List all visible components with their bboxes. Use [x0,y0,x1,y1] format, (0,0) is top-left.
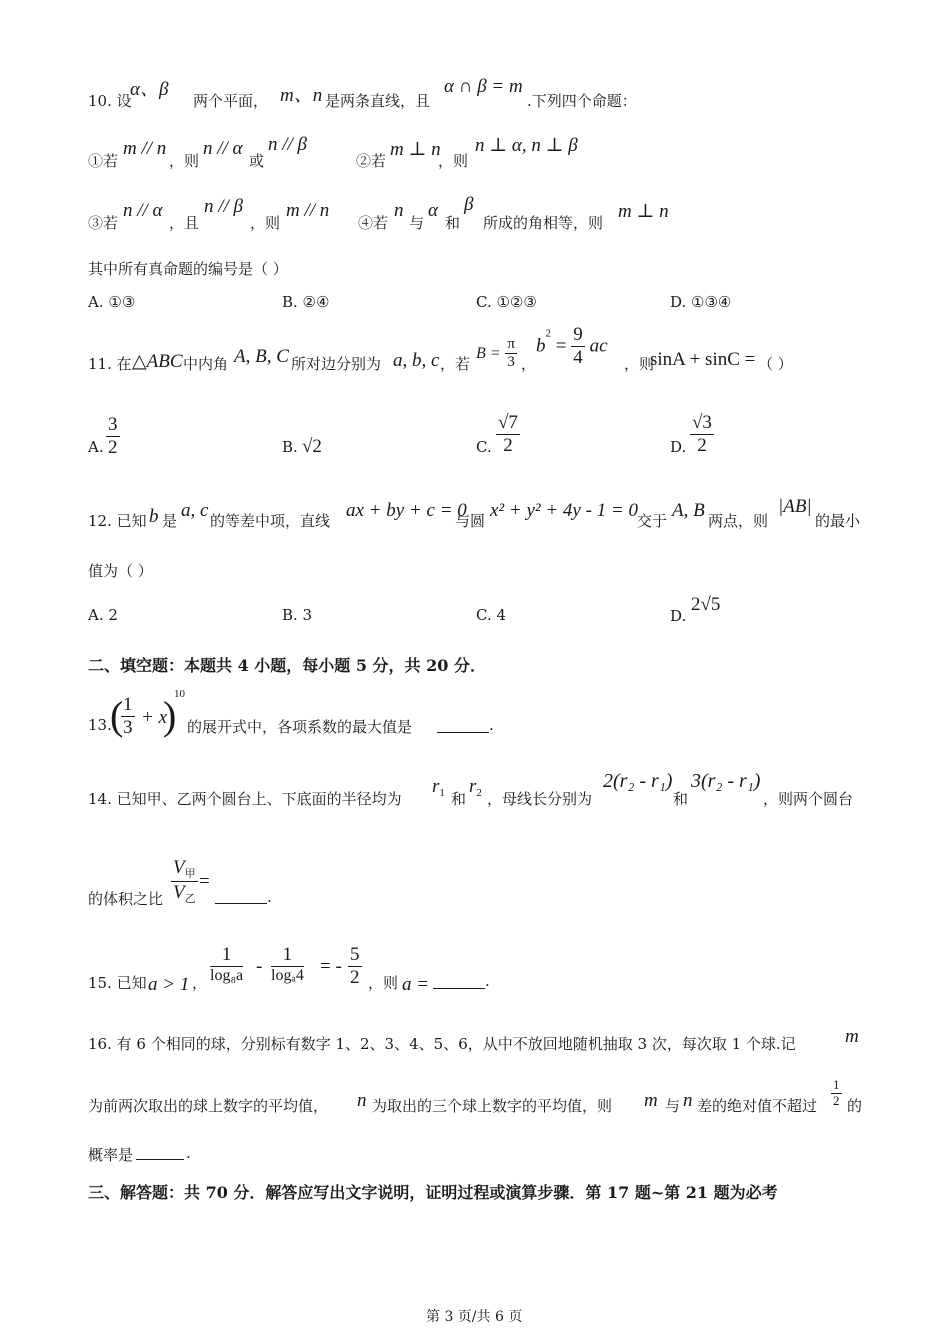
q15-frac-3 [348,944,362,989]
q12-option-c[interactable]: C. 4 [476,606,507,624]
q11-pi: π [505,336,517,354]
q16-text: 差的绝对值不超过 [697,1097,818,1115]
page-footer: 第 3 页/共 6 页 [426,1309,523,1325]
q10-intersection: α ∩ β = m [444,76,523,97]
q11-triangle: △ABC [132,351,183,372]
q14-v-jia: V [173,857,185,878]
prop-2-label: ②若 [356,152,387,170]
q11-option-a[interactable]: A. [88,438,104,456]
q14-and-2: 和 [673,790,689,808]
prop-4-var: n [394,200,404,221]
q10-ask: 其中所有真命题的编号是（ ） [88,260,288,278]
prop-1-or: 或 [249,152,265,170]
q11-four: 4 [573,346,583,368]
q11-option-b-value: √2 [302,436,322,457]
q10-lines: m、n [280,85,323,106]
q11-three: 3 [507,354,515,371]
prop-4-alpha: α [428,200,438,221]
q11-text: ，若 [440,355,471,373]
q11-nine-fourths [571,324,585,369]
prop-4-text: 所成的角相等，则 [483,214,604,232]
q13-answer-blank[interactable] [437,718,489,733]
prop-3-label: ③若 [88,214,119,232]
q11-number: 11. 在 [88,355,132,373]
q12-ac: a, c [181,500,209,521]
q11-option-d-value [690,412,714,457]
q15-frac-2 [271,944,304,985]
q11-b: b [536,335,546,357]
q13-left-paren: ( [110,693,124,738]
q11-a-den: 2 [108,436,118,458]
q16-answer-blank[interactable] [136,1145,184,1160]
q16-line-3: 概率是 [88,1146,134,1164]
prop-1-concl-a: n // α [203,138,243,159]
q11-option-c[interactable]: C. [476,438,492,456]
q11-text: 所对边分别为 [291,355,382,373]
q12-text: 交于 [637,512,668,530]
q14-equals: = [199,871,210,892]
q11-equals: = [555,335,567,357]
q12-text: 的最小 [815,512,861,530]
q16-one-half [831,1078,842,1109]
q14-v-yi: V [173,881,185,903]
q13-exponent: 10 [174,688,185,700]
q15-equals: = - [320,956,342,977]
q14-r1-subscript: 1 [439,787,445,799]
q16-half-num: 1 [833,1077,840,1092]
q15-condition: a > 1 [148,974,190,995]
q14-text: 14. 已知甲、乙两个圆台上、下底面的半径均为 [88,790,402,808]
q16-period: . [186,1144,191,1162]
q15-frac-1 [210,944,243,985]
q14-v-jia-sub: 甲 [184,867,196,880]
q13-plus-x: + x [141,707,168,728]
q15-comma: ， [192,974,208,992]
q15-period: . [485,972,490,990]
q14-v-numerator [171,857,198,882]
q14-text: 的体积之比 [88,890,164,908]
q16-half-den: 2 [833,1092,840,1108]
q12-text: 两点，则 [708,512,769,530]
q14-period: . [267,888,272,906]
q13-period: . [489,716,494,734]
q13-number: 13. [88,716,112,734]
q15-then: ，则 [368,974,399,992]
prop-1-concl-b: n // β [268,134,308,155]
prop-4-text: 和 [445,214,461,232]
q11-square: 2 [545,327,551,340]
q15-one-1: 1 [210,944,243,967]
q12-points: A, B [672,500,705,521]
prop-3-text: ，且 [169,214,200,232]
q12-abs-ab: |AB| [778,496,812,517]
q12-circle: x² + y² + 4y - 1 = 0 [490,500,638,521]
q10-text: 是两条直线，且 [325,92,431,110]
q11-comma: ， [521,355,537,373]
section-2-heading: 二、填空题：本题共 4 小题，每小题 5 分，共 20 分． [88,656,486,675]
q15-two: 2 [350,966,360,988]
q15-five: 5 [350,944,360,965]
q16-line-1: 16. 有 6 个相同的球，分别标有数字 1、2、3、4、5、6，从中不放回地随机抽取 3 次，每次取 1 个球.记 [88,1035,796,1053]
q12-line: ax + by + c = 0 [346,500,467,521]
q12-text: 的等差中项，直线 [210,512,331,530]
prop-1-text: ，则 [169,152,200,170]
q11-option-c-value [496,412,520,457]
q13-three: 3 [123,716,133,738]
q15-answer-blank[interactable] [433,974,485,989]
q10-text: 两个平面， [193,92,269,110]
q14-r2 [469,776,482,799]
q14-v-denominator [171,882,198,906]
q14-text: ，母线长分别为 [487,790,593,808]
q11-text: 中内角 [183,355,229,373]
q11-angle-b [476,336,517,372]
q16-m-2: m [644,1090,658,1111]
q11-angles: A, B, C [234,346,289,367]
q11-angle-b-lhs: B = [476,344,501,362]
q11-option-a-value [106,414,120,459]
q16-text: 为取出的三个球上数字的平均值，则 [372,1097,613,1115]
q14-length-1: 2(r₂ - r₁) [603,770,673,792]
prop-2-text: ，则 [438,152,469,170]
q11-text: ，则 [624,355,655,373]
q11-nine: 9 [573,324,583,345]
q10-option-a[interactable]: A. ①③ [88,293,136,311]
q11-option-b[interactable]: B. [282,438,298,456]
q11-d-num: √3 [692,412,712,433]
q14-volume-ratio [171,857,198,905]
q15-one-2: 1 [271,944,304,967]
q11-option-d[interactable]: D. [670,438,687,456]
q12-option-a[interactable]: A. 2 [88,606,118,624]
q14-r1-symbol: r [432,776,440,797]
q12-option-d[interactable]: D. [670,607,687,625]
q10-text: .下列四个命题： [527,92,637,110]
prop-3-cond-b: n // β [204,196,244,217]
q14-v-yi-sub: 乙 [184,891,196,905]
q11-pi-over-3 [505,336,517,372]
q13-one-third [121,694,135,739]
q12-text: 是 [162,512,178,530]
q10-option-b[interactable]: B. ②④ [282,293,330,311]
prop-1-label: ①若 [88,152,119,170]
q16-n: n [357,1090,367,1111]
q15-log8a: log₈a [210,966,244,984]
prop-4-label: ④若 [358,214,389,232]
q14-and: 和 [451,790,467,808]
q14-length-2: 3(r₂ - r₁) [691,770,761,792]
q10-option-d[interactable]: D. ①③④ [670,293,732,311]
q12-text: 值为（ ） [88,562,153,580]
q11-d-den: 2 [697,434,707,456]
prop-4-concl: m ⊥ n [618,201,669,222]
q11-c-num: √7 [498,412,518,433]
q14-r2-symbol: r [469,776,477,797]
prop-2-cond: m ⊥ n [390,139,441,160]
q15-loga4: logₐ4 [271,966,304,984]
prop-4-text: 与 [409,214,425,232]
q15-minus: - [256,956,263,977]
q15-number: 15. 已知 [88,974,147,992]
q16-with: 与 [665,1097,681,1115]
q11-sides: a, b, c [393,350,440,371]
q12-text: 与圆 [455,512,486,530]
prop-3-concl: m // n [286,200,330,221]
prop-2-concl: n ⊥ α, n ⊥ β [475,135,578,156]
prop-4-beta: β [464,194,474,215]
q16-text: 的 [847,1097,863,1115]
q10-number: 10. 设 [88,92,132,110]
q14-text: ，则两个圆台 [763,790,854,808]
q13-text: 的展开式中，各项系数的最大值是 [187,718,413,736]
q16-n-2: n [683,1090,693,1111]
q12-number: 12. 已知 [88,512,147,530]
q11-relation [536,324,608,369]
q11-a-num: 3 [108,414,118,435]
q10-planes: α、β [130,79,169,100]
q15-a-equals: a = [402,974,430,995]
q11-expression: sinA + sinC = [650,349,756,370]
q14-r1 [432,776,445,799]
q12-b: b [149,506,159,527]
q13-right-paren: ) [163,693,177,738]
q16-m: m [845,1026,859,1047]
q14-answer-blank[interactable] [215,889,267,904]
q16-text: 为前两次取出的球上数字的平均值， [88,1097,329,1115]
q14-r2-subscript: 2 [476,787,482,799]
section-3-heading: 三、解答题：共 70 分．解答应写出文字说明，证明过程或演算步骤．第 17 题~第 21 题为必考 [88,1183,778,1202]
q11-paren: （ ） [758,355,793,373]
q13-one: 1 [123,694,133,715]
q11-c-den: 2 [503,434,513,456]
q10-option-c[interactable]: C. ①②③ [476,293,537,311]
q11-ac: ac [589,335,608,357]
q12-option-d-value: 2√5 [691,594,721,615]
prop-1-cond: m // n [123,138,167,159]
prop-3-cond-a: n // α [123,200,163,221]
q12-option-b[interactable]: B. 3 [282,606,313,624]
prop-3-text: ，则 [250,214,281,232]
